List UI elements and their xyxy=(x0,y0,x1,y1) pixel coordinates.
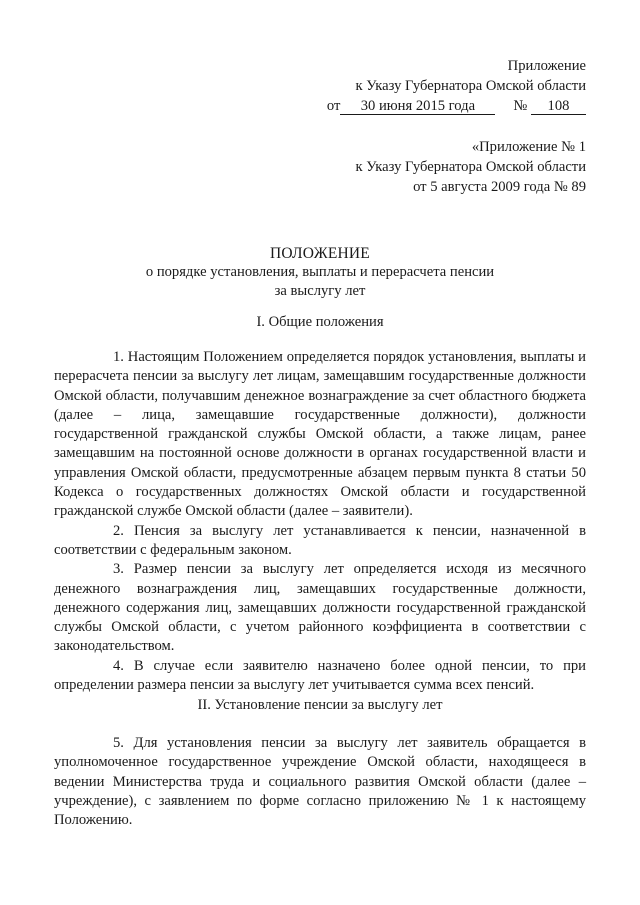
orig-appendix-line2: к Указу Губернатора Омской области xyxy=(355,159,586,175)
title-sub1: о порядке установления, выплаты и перерасчета пенсии xyxy=(145,264,495,280)
section1-body xyxy=(54,348,586,695)
paragraph-3: 3. Размер пенсии за выслугу лет определяется исходя из месячного денежного вознаграждения лиц, замещавших государственные должности, денежного содержания лиц, замещавших должности государственной гражданской службы Омской области, с учетом районного коэффициента в соответствии с законодательством. xyxy=(54,561,586,655)
decree-date: 30 июня 2015 года xyxy=(340,98,495,115)
appendix-date-line xyxy=(327,96,586,116)
paragraph-5: 5. Для установления пенсии за выслугу лет заявитель обращается в уполномоченное государственное учреждение Омской области, находящееся в ведении Министерства труда и социального развития Омской области (далее – учреждение), с заявлением по форме согласно приложению № 1 к настоящему Положению. xyxy=(54,735,586,829)
title-main: ПОЛОЖЕНИЕ xyxy=(270,245,370,262)
title-sub2: за выслугу лет xyxy=(274,283,366,299)
original-appendix-header xyxy=(356,137,586,197)
appendix-line2: к Указу Губернатора Омской области xyxy=(355,78,586,94)
document-title xyxy=(54,244,586,301)
section2-body xyxy=(54,734,586,830)
section2-heading: II. Установление пенсии за выслугу лет xyxy=(197,697,443,713)
orig-appendix-line3: от 5 августа 2009 года № 89 xyxy=(413,179,586,195)
decree-number: 108 xyxy=(531,98,586,115)
orig-appendix-line1: «Приложение № 1 xyxy=(471,139,586,155)
from-label: от xyxy=(326,98,341,114)
number-label: № xyxy=(513,98,528,114)
paragraph-1: 1. Настоящим Положением определяется порядок установления, выплаты и перерасчета пенсии за выслугу лет лицам, замещавшим государственные должности Омской области, получавшим денежное вознаграждение за счет областного бюджета (далее – лица, замещавшие государственные должности), должности государственной гражданской службы Омской области, а также лицам, ранее замещавшим на постоянной основе должности в органах государственной власти и управления Омской области, предусмотренные абзацем первым пункта 8 статьи 50 Кодекса о государственных должностях Омской области и государственной гражданской службе Омской области (далее – заявители). xyxy=(54,349,586,520)
section1-heading: I. Общие положения xyxy=(256,314,384,330)
paragraph-2: 2. Пенсия за выслугу лет устанавливается к пенсии, назначенной в соответствии с федеральным законом. xyxy=(54,522,586,558)
paragraph-4: 4. В случае если заявителю назначено более одной пенсии, то при определении размера пенсии за выслугу лет учитывается сумма всех пенсий. xyxy=(54,657,586,694)
appendix-header xyxy=(327,56,586,116)
appendix-line1: Приложение xyxy=(507,58,586,74)
